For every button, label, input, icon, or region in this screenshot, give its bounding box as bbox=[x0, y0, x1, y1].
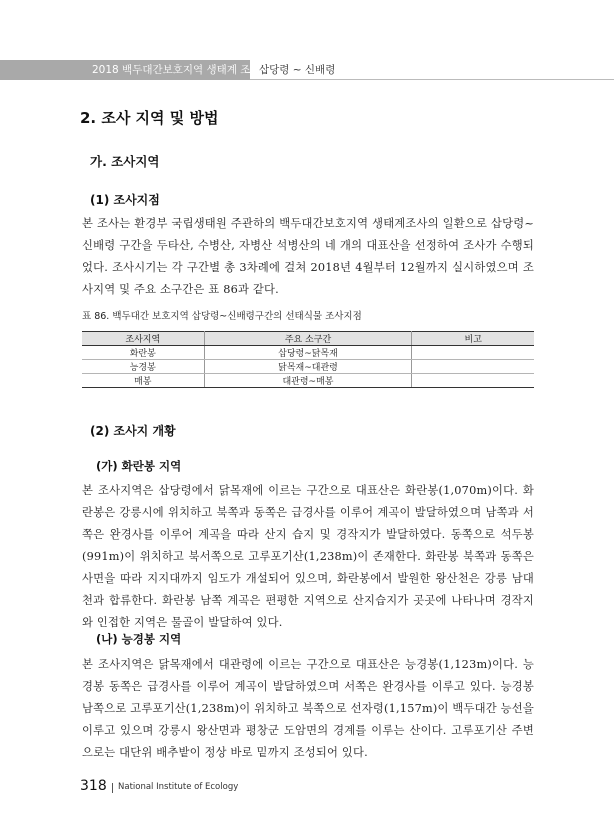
table-row bbox=[82, 360, 534, 374]
paragraph-hwaranbong: 본 조사지역은 삽당령에서 닭목재에 이르는 구간으로 대표산은 화란봉(1,070m)이다. 화란봉은 강릉시에 위치하고 북쪽과 동쪽은 급경사를 이루어 계곡이 발달하였으며 남쪽과 서쪽은 완경사를 이루어 계곡을 따라 산지 습지 및 경작지가 발달하였다. 동쪽으로 석두봉(991m)이 위치하고 북서쪽으로 고루포기산(1,238m)이 존재한다. 화란봉 북쪽과 동쪽은 사면을 따라 지지대까지 임도가 개설되어 있으며, 화란봉에서 발원한 왕산천은 강릉 남대천과 합류한다. 화란봉 남쪽 계곡은 편평한 지역으로 산지습지가 곳곳에 나타나며 경작지와 인접한 지역은 물골이 발달하여 있다. bbox=[82, 484, 534, 629]
table-cell: 화란봉 bbox=[82, 346, 204, 360]
section-title: 2. 조사 지역 및 방법 bbox=[80, 109, 219, 127]
table-header-row bbox=[82, 332, 534, 346]
table-cell: 매봉 bbox=[82, 374, 204, 388]
paragraph-neunggyeongbong: 본 조사지역은 닭목재에서 대관령에 이르는 구간으로 대표산은 능경봉(1,123m)이다. 능경봉 동쪽은 급경사를 이루어 계곡이 발달하였으며 서쪽은 완경사를 이루고 있다. 능경봉 남쪽으로 고루포기산(1,238m)이 위치하고 북쪽으로 선자령(1,157m)이 백두대간 능선을 이루고 있으며 강릉시 왕산면과 평창군 도암면의 경계를 이루는 산이다. 고루포기산 주변으로는 대단위 배추밭이 정상 바로 밑까지 조성되어 있다. bbox=[82, 658, 534, 759]
table-cell: 대관령~매봉 bbox=[204, 374, 412, 388]
organization-name: National Institute of Ecology bbox=[118, 782, 239, 792]
table-caption: 표 86. 백두대간 보호지역 삽당령~신배령구간의 선태식물 조사지점 bbox=[82, 311, 362, 322]
table-row bbox=[82, 374, 534, 388]
paragraph-survey-sites: 본 조사는 환경부 국립생태원 주관하의 백두대간보호지역 생태계조사의 일환으로 삽당령~신배령 구간을 두타산, 수병산, 자병산 석병산의 네 개의 대표산을 선정하여 조사가 수행되었다. 조사시기는 각 구간별 총 3차례에 걸쳐 2018년 4월부터 12월까지 실시하였으며 조사지역 및 주요 소구간은 표 86과 같다. bbox=[82, 217, 534, 296]
survey-sites-table bbox=[82, 331, 534, 388]
table-header-cell: 비고 bbox=[412, 332, 534, 346]
heading-site-overview: (2) 조사지 개황 bbox=[90, 424, 176, 438]
table-cell: 닭목재~대관령 bbox=[204, 360, 412, 374]
table-row bbox=[82, 346, 534, 360]
table-cell bbox=[412, 346, 534, 360]
footer-divider bbox=[112, 783, 113, 793]
table-header-cell: 조사지역 bbox=[82, 332, 204, 346]
heading-neunggyeongbong: (나) 능경봉 지역 bbox=[96, 632, 182, 646]
table-cell: 능경봉 bbox=[82, 360, 204, 374]
table-cell: 삽당령~닭목재 bbox=[204, 346, 412, 360]
report-title: 2018 백두대간보호지역 생태계 조사 bbox=[92, 64, 261, 76]
heading-hwaranbong: (가) 화란봉 지역 bbox=[96, 459, 182, 473]
page-number: 318 bbox=[80, 778, 107, 794]
table-cell bbox=[412, 360, 534, 374]
section-range: 삽당령 ~ 신배령 bbox=[259, 64, 336, 76]
subsection-heading-survey-area: 가. 조사지역 bbox=[90, 154, 160, 169]
heading-survey-sites: (1) 조사지점 bbox=[90, 193, 160, 207]
table-cell bbox=[412, 374, 534, 388]
header-rule bbox=[250, 79, 614, 80]
table-header-cell: 주요 소구간 bbox=[204, 332, 412, 346]
